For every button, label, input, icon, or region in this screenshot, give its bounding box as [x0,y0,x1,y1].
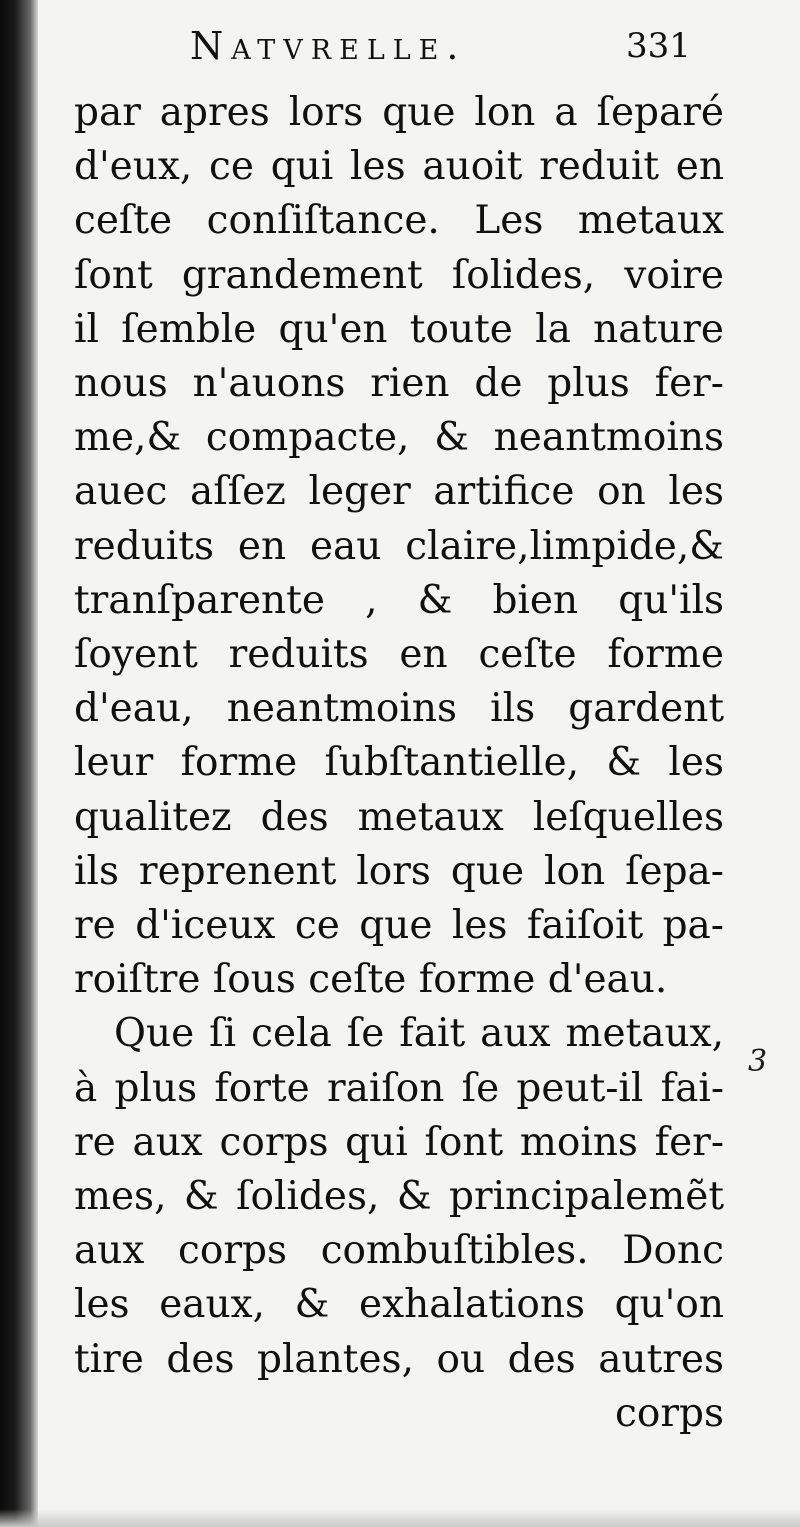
text-line-13: leur forme ſubſtantielle, & les [74,740,724,786]
page-header [190,20,730,80]
page-gutter-shadow [0,0,38,1527]
body-text [74,86,724,1441]
text-line-8: auec aſſez leger artifice on les [74,469,724,515]
page-bottom-shadow [0,1509,800,1527]
text-line-15: ils reprenent lors que lon ſepa- [74,848,724,894]
running-head: Natvrelle. [190,24,467,68]
catchword: corps [615,1390,724,1436]
text-line-23: les eaux, & exhalations qu'on [74,1282,724,1328]
text-line-3: ceſte conſiſtance. Les metaux [74,198,724,244]
text-line-21: mes, & ſolides, & principalemẽt [74,1174,724,1220]
text-line-7: me,& compacte, & neantmoins [74,415,724,461]
text-line-20: re aux corps qui ſont moins fer- [74,1119,724,1165]
margin-note: 3 [748,1044,768,1079]
text-line-19: à plus forte raiſon ſe peut-il fai- [74,1065,724,1111]
text-line-17: roiſtre ſous ceſte forme d'eau. [74,957,668,1003]
text-line-22: aux corps combuſtibles. Donc [74,1228,724,1274]
text-line-9: reduits en eau claire,limpide,& [74,523,724,569]
page-number: 331 [626,26,691,66]
text-line-10: tranſparente , & bien qu'ils [74,577,724,623]
text-line-14: qualitez des metaux leſquelles [74,794,724,840]
text-line-16: re d'iceux ce que les faiſoit pa- [74,903,724,949]
text-line-4: ſont grandement ſolides, voire [74,252,724,298]
text-line-1: par apres lors que lon a ſeparé [74,90,724,135]
text-line-18: Que ſi cela ſe fait aux metaux, [114,1011,724,1057]
text-line-11: ſoyent reduits en ceſte forme [74,632,724,678]
text-line-5: il ſemble qu'en toute la nature [74,306,724,352]
text-line-6: nous n'auons rien de plus fer- [74,361,724,407]
text-line-2: d'eux, ce qui les auoit reduit en [74,144,724,190]
text-line-24: tire des plantes, ou des autres [74,1336,724,1382]
text-line-12: d'eau, neantmoins ils gardent [74,686,724,732]
